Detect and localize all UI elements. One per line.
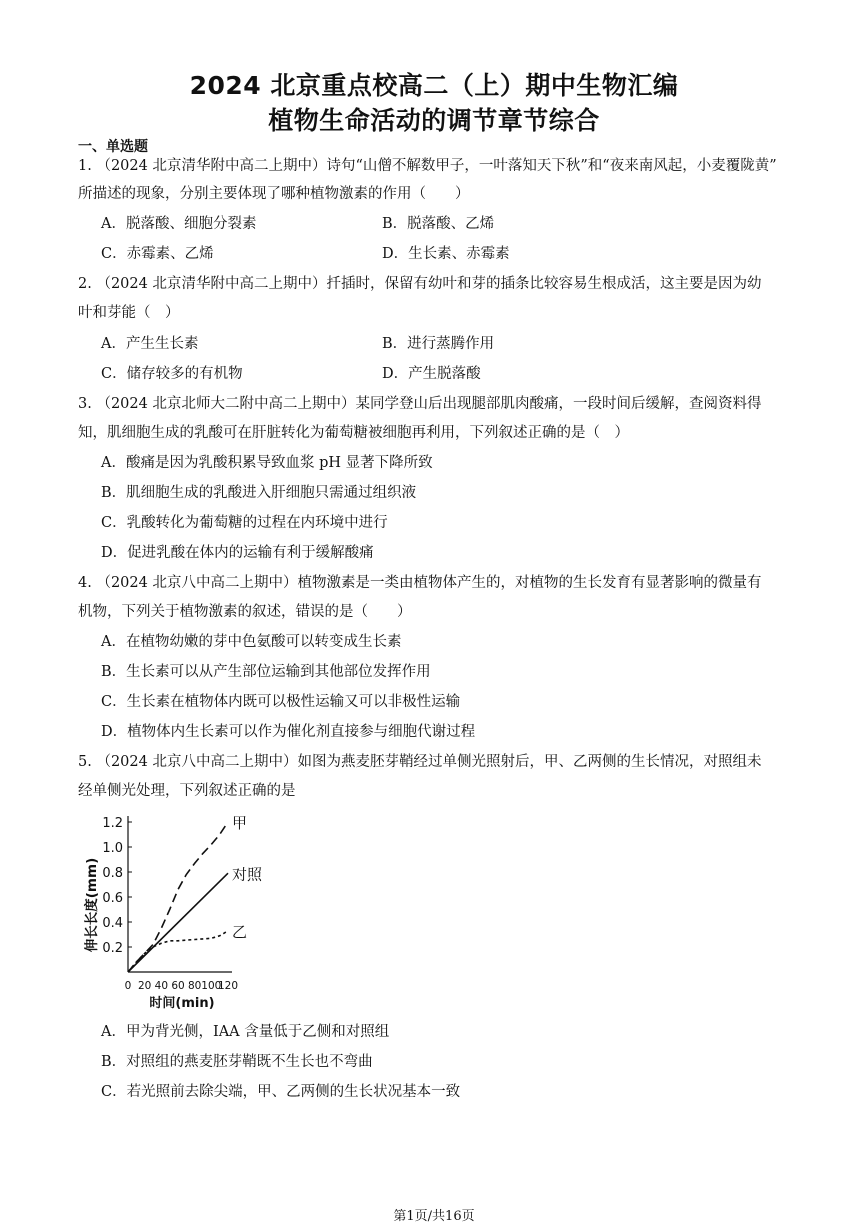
y-tick-label: 1.2 — [102, 816, 123, 831]
question-4-option-d: D．植物体内生长素可以作为催化剂直接参与细胞代谢过程 — [101, 724, 476, 740]
question-5-option-c: C．若光照前去除尖端，甲、乙两侧的生长状况基本一致 — [101, 1084, 461, 1100]
y-tick-label: 0.4 — [102, 916, 123, 931]
question-1-option-d: D．生长素、赤霉素 — [382, 246, 510, 262]
question-3-option-a: A．酸痛是因为乳酸积累导致血浆 pH 显著下降所致 — [101, 455, 433, 471]
x-tick-label: 120 — [217, 980, 239, 992]
question-3-option-d: D．促进乳酸在体内的运输有利于缓解酸痛 — [101, 545, 374, 561]
question-2-stem-line1: 2. （2024 北京清华附中高二上期中）扦插时，保留有幼叶和芽的插条比较容易生根成活，这主要是因为幼 — [78, 276, 762, 292]
x-tick-label: 60 — [171, 980, 185, 992]
question-5-stem-line1: 5. （2024 北京八中高二上期中）如图为燕麦胚芽鞘经过单侧光照射后，甲、乙两侧的生长情况，对照组未 — [78, 754, 762, 770]
y-tick-label: 0.8 — [102, 866, 123, 881]
question-5-stem-line2: 经单侧光处理，下列叙述正确的是 — [78, 783, 296, 799]
question-2-option-a: A．产生生长素 — [101, 336, 199, 352]
question-5-option-b: B．对照组的燕麦胚芽鞘既不生长也不弯曲 — [101, 1054, 373, 1070]
y-tick-label: 0.2 — [102, 941, 123, 956]
x-tick-label: 20 — [137, 980, 152, 992]
question-2-option-d: D．产生脱落酸 — [382, 366, 481, 382]
x-tick-label: 100 — [201, 980, 222, 992]
question-1-stem-line2: 所描述的现象，分别主要体现了哪种植物激素的作用（ ） — [78, 186, 470, 202]
page-title: 2024 北京重点校高二（上）期中生物汇编 — [189, 71, 679, 100]
question-3-stem-line1: 3. （2024 北京北师大二附中高二上期中）某同学登山后出现腿部肌肉酸痛，一段时间后缓解，查阅资料得 — [78, 396, 762, 412]
section-heading: 一、单选题 — [78, 139, 148, 155]
question-4-option-b: B．生长素可以从产生部位运输到其他部位发挥作用 — [101, 664, 431, 680]
question-2-stem-line2: 叶和芽能（ ） — [78, 305, 180, 321]
question-1-stem-line1: 1. （2024 北京清华附中高二上期中）诗句“山僧不解数甲子，一叶落知天下秋”和“夜来南风起，小麦覆陇黄” — [78, 158, 777, 174]
y-axis-label: 伸长长度(mm) — [84, 857, 100, 953]
question-1-option-b: B．脱落酸、乙烯 — [382, 216, 495, 232]
question-3-option-b: B．肌细胞生成的乳酸进入肝细胞只需通过组织液 — [101, 485, 417, 501]
series-label-3: 乙 — [232, 922, 248, 941]
question-3-stem-line2: 知，肌细胞生成的乳酸可在肝脏转化为葡萄糖被细胞再利用，下列叙述正确的是（ ） — [78, 425, 629, 441]
y-tick-label: 1.0 — [102, 841, 123, 856]
question-1-option-a: A．脱落酸、细胞分裂素 — [101, 216, 257, 232]
question-5-option-a: A．甲为背光侧，IAA 含量低于乙侧和对照组 — [101, 1024, 390, 1040]
question-1-option-c: C．赤霉素、乙烯 — [101, 246, 214, 262]
series-label-1: 甲 — [232, 814, 248, 832]
y-tick-label: 0.6 — [102, 891, 123, 906]
series-label-2: 对照 — [232, 865, 263, 884]
question-3-option-c: C．乳酸转化为葡萄糖的过程在内环境中进行 — [101, 515, 388, 531]
series-line-3 — [128, 931, 228, 972]
question-4-stem-line1: 4. （2024 北京八中高二上期中）植物激素是一类由植物体产生的，对植物的生长发育有显著影响的微量有 — [78, 575, 762, 591]
page-subtitle: 植物生命活动的调节章节综合 — [268, 106, 600, 135]
x-tick-label: 40 — [154, 980, 169, 992]
series-line-1 — [128, 822, 228, 972]
page-footer: 第1页/共16页 — [393, 1209, 475, 1224]
question-4-stem-line2: 机物，下列关于植物激素的叙述，错误的是（ ） — [78, 604, 412, 620]
x-tick-label: 80 — [187, 980, 202, 992]
x-axis-label: 时间(min) — [149, 996, 215, 1011]
question-2-option-c: C．储存较多的有机物 — [101, 366, 243, 382]
question-4-option-c: C．生长素在植物体内既可以极性运输又可以非极性运输 — [101, 694, 461, 710]
question-2-option-b: B．进行蒸腾作用 — [382, 336, 495, 352]
growth-chart — [78, 808, 278, 1013]
question-4-option-a: A．在植物幼嫩的芽中色氨酸可以转变成生长素 — [101, 634, 402, 650]
x-tick-label: 0 — [124, 980, 132, 992]
